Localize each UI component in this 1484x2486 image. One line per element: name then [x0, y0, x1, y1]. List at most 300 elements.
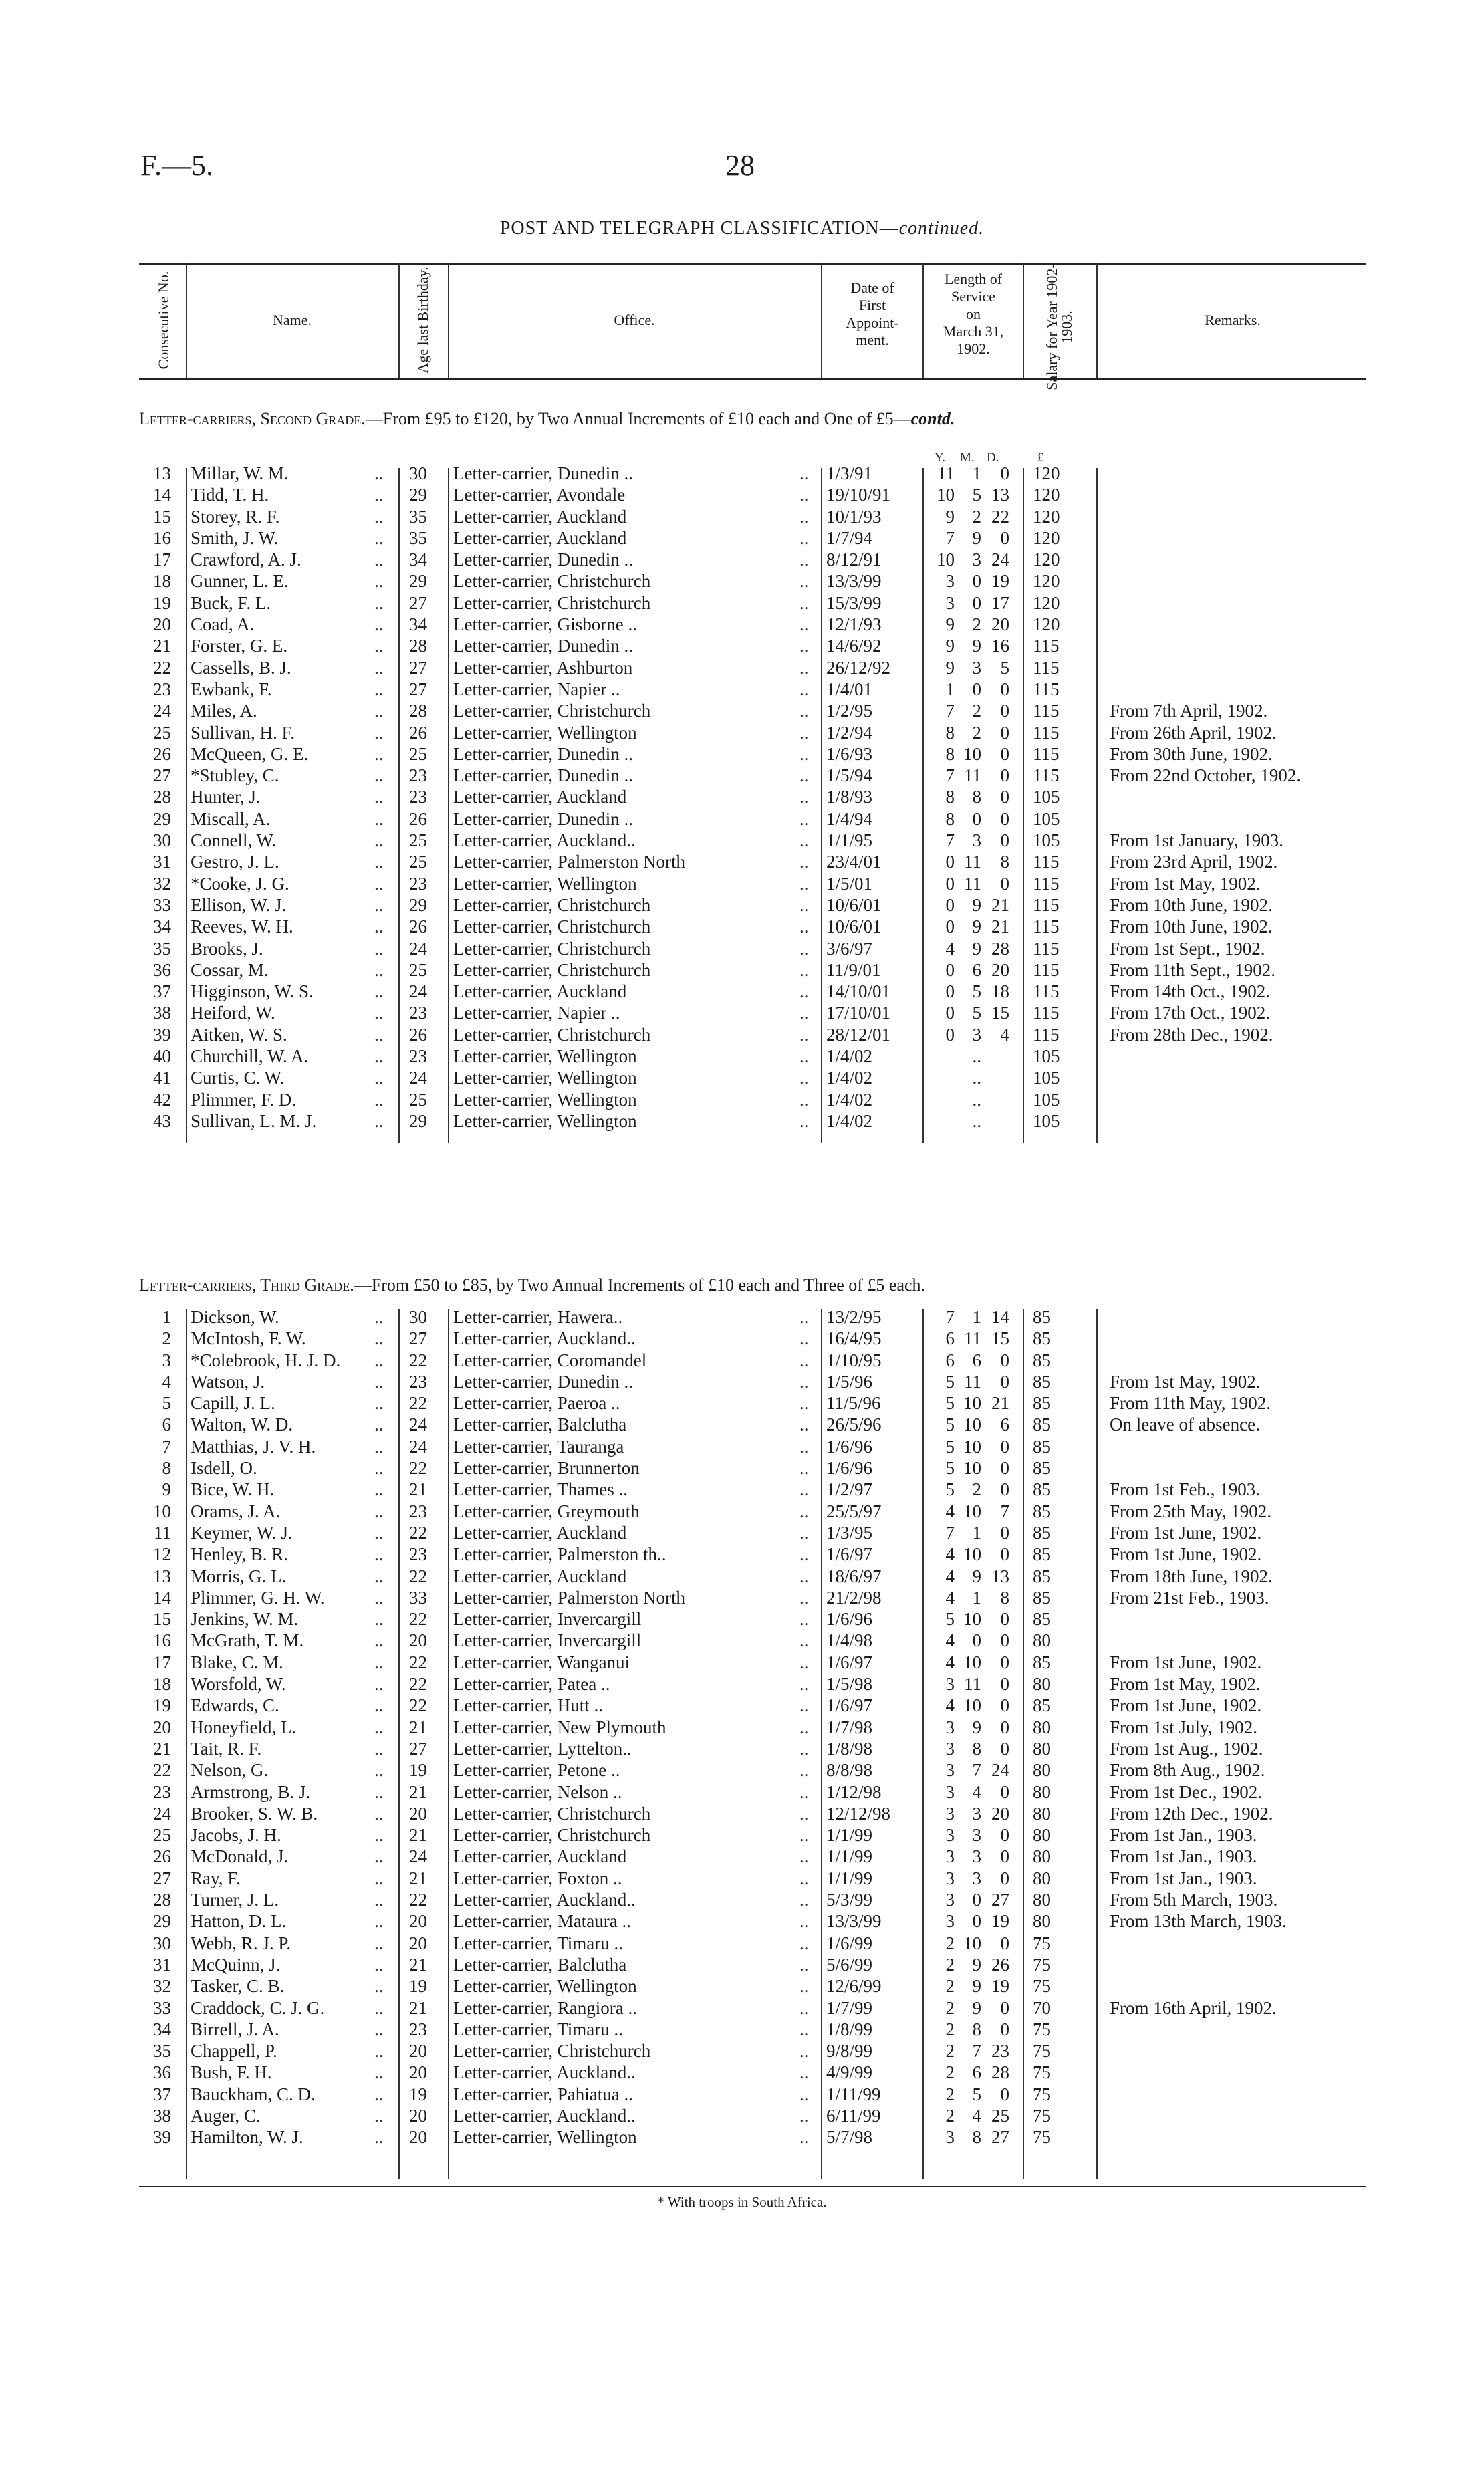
- col-header-date-line: ment.: [856, 332, 889, 348]
- row-months: 10: [963, 1609, 981, 1630]
- table-row: [0, 1067, 1484, 1088]
- row-salary: 115: [1033, 722, 1060, 743]
- row-months: 10: [963, 1544, 981, 1565]
- row-days: 0: [1000, 1674, 1009, 1695]
- leader-dots: ..: [374, 938, 384, 959]
- row-number: 29: [153, 1911, 171, 1932]
- row-name: Watson, J.: [191, 1371, 265, 1392]
- row-number: 35: [153, 938, 171, 959]
- row-years: 3: [945, 1738, 955, 1759]
- row-years: 5: [945, 1414, 955, 1435]
- row-remark: From 7th April, 1902.: [1110, 701, 1268, 721]
- table-row: [0, 1954, 1484, 1975]
- row-office: Letter-carrier, Christchurch: [453, 592, 651, 613]
- col-header-date: [822, 279, 922, 349]
- row-salary: 80: [1033, 1717, 1051, 1737]
- row-months: 11: [964, 852, 981, 872]
- row-office: Letter-carrier, Avondale: [453, 485, 626, 505]
- row-days: 0: [1000, 1846, 1009, 1867]
- row-name: Heiford, W.: [191, 1003, 275, 1023]
- row-number: 4: [162, 1371, 171, 1392]
- row-office: Letter-carrier, Auckland: [453, 787, 627, 807]
- row-name: Nelson, G.: [191, 1760, 269, 1781]
- row-number: 8: [162, 1458, 171, 1479]
- row-age: 27: [409, 1328, 427, 1349]
- row-years: 10: [937, 549, 955, 570]
- row-office: Letter-carrier, Christchurch: [453, 938, 651, 959]
- leader-dots: ..: [799, 1393, 809, 1414]
- row-days: 24: [991, 549, 1009, 570]
- col-header-length-line: on: [966, 305, 981, 322]
- row-office: Letter-carrier, Napier ..: [453, 1003, 620, 1023]
- leader-dots: ..: [799, 1414, 809, 1435]
- row-age: 22: [409, 1350, 427, 1370]
- row-name: McGrath, T. M.: [191, 1630, 304, 1651]
- row-number: 20: [153, 614, 171, 635]
- row-months: 6: [972, 1350, 981, 1370]
- row-age: 21: [409, 1717, 427, 1737]
- row-days: 0: [1000, 743, 1009, 764]
- row-name: Reeves, W. H.: [191, 916, 293, 937]
- row-remark: From 1st January, 1903.: [1110, 830, 1283, 851]
- row-office: Letter-carrier, Dunedin ..: [453, 743, 633, 764]
- row-name: Cassells, B. J.: [191, 657, 291, 678]
- row-name: Birrell, J. A.: [191, 2019, 279, 2039]
- row-age: 24: [409, 1846, 427, 1867]
- row-number: 30: [153, 1933, 171, 1953]
- title-suffix: continued.: [898, 218, 985, 239]
- table-row: [0, 981, 1484, 1002]
- row-number: 13: [153, 463, 171, 483]
- row-months: 0: [972, 1911, 981, 1932]
- row-date: 13/3/99: [826, 1911, 882, 1932]
- row-office: Letter-carrier, Dunedin ..: [453, 1371, 633, 1392]
- leader-dots: ..: [374, 527, 384, 548]
- row-months: ..: [972, 1089, 981, 1110]
- leader-dots: ..: [799, 2127, 809, 2148]
- row-months: 0: [972, 1890, 981, 1910]
- row-months: 4: [972, 1781, 981, 1802]
- row-salary: 75: [1033, 2019, 1051, 2039]
- row-years: 5: [945, 1458, 955, 1479]
- row-age: 27: [409, 657, 427, 678]
- row-office: Letter-carrier, Wellington: [453, 1089, 637, 1110]
- table-row: [0, 1306, 1484, 1328]
- row-date: 1/3/95: [826, 1522, 873, 1543]
- table-row: [0, 1975, 1484, 1997]
- row-age: 23: [409, 787, 427, 807]
- row-salary: 80: [1033, 1890, 1051, 1910]
- row-months: 0: [972, 1630, 981, 1651]
- row-days: 21: [991, 1393, 1009, 1414]
- leader-dots: ..: [799, 1652, 809, 1672]
- leader-dots: ..: [374, 1307, 384, 1327]
- row-years: 9: [945, 506, 955, 527]
- row-number: 36: [153, 959, 171, 980]
- row-office: Letter-carrier, Wellington: [453, 1110, 637, 1131]
- leader-dots: ..: [374, 981, 384, 1002]
- row-years: 6: [945, 1328, 955, 1349]
- leader-dots: ..: [799, 701, 809, 721]
- row-number: 19: [153, 592, 171, 613]
- row-salary: 80: [1033, 1630, 1051, 1651]
- row-age: 34: [409, 614, 427, 635]
- row-remark: From 13th March, 1903.: [1110, 1911, 1287, 1932]
- row-office: Letter-carrier, Palmerston th..: [453, 1544, 666, 1565]
- leader-dots: ..: [799, 1609, 809, 1630]
- row-number: 43: [153, 1110, 171, 1131]
- row-number: 16: [153, 527, 171, 548]
- row-age: 22: [409, 1609, 427, 1630]
- leader-dots: ..: [374, 1760, 384, 1781]
- row-salary: 115: [1033, 894, 1060, 915]
- row-remark: From 11th May, 1902.: [1110, 1393, 1271, 1414]
- row-salary: 120: [1033, 571, 1060, 592]
- leader-dots: ..: [799, 1544, 809, 1565]
- row-number: 21: [153, 636, 171, 656]
- row-number: 24: [153, 701, 171, 721]
- row-months: 10: [963, 1436, 981, 1457]
- row-years: 3: [945, 1846, 955, 1867]
- row-age: 22: [409, 1695, 427, 1716]
- row-months: 6: [972, 959, 981, 980]
- row-remark: From 1st July, 1902.: [1110, 1717, 1258, 1737]
- row-number: 13: [153, 1566, 171, 1586]
- row-name: Brooks, J.: [191, 938, 263, 959]
- row-age: 25: [409, 830, 427, 851]
- col-header-length: [924, 271, 1023, 358]
- row-days: 0: [1000, 678, 1009, 699]
- leader-dots: ..: [374, 485, 384, 505]
- row-age: 20: [409, 2062, 427, 2083]
- leader-dots: ..: [374, 743, 384, 764]
- row-age: 30: [409, 463, 427, 483]
- row-date: 1/4/98: [826, 1630, 873, 1651]
- leader-dots: ..: [799, 722, 809, 743]
- row-days: 0: [1000, 1371, 1009, 1392]
- col-header-consecutive: Consecutive No.: [155, 271, 172, 370]
- row-number: 12: [153, 1544, 171, 1565]
- leader-dots: ..: [374, 916, 384, 937]
- row-months: 9: [972, 1566, 981, 1586]
- col-header-office: Office.: [614, 312, 655, 328]
- row-days: 13: [991, 1566, 1009, 1586]
- table-row: [0, 743, 1484, 765]
- row-months: 5: [972, 2084, 981, 2104]
- row-office: Letter-carrier, Christchurch: [453, 1024, 651, 1045]
- row-number: 31: [153, 852, 171, 872]
- row-name: Plimmer, G. H. W.: [191, 1587, 325, 1608]
- table-row: [0, 1501, 1484, 1522]
- row-salary: 85: [1033, 1371, 1051, 1392]
- leader-dots: ..: [799, 549, 809, 570]
- row-months: 9: [972, 916, 981, 937]
- row-name: Bice, W. H.: [191, 1479, 275, 1500]
- table-row: [0, 830, 1484, 851]
- row-number: 11: [154, 1522, 171, 1543]
- row-date: 14/6/92: [826, 636, 882, 656]
- leader-dots: ..: [374, 852, 384, 872]
- row-age: 24: [409, 1068, 427, 1088]
- leader-dots: ..: [799, 2105, 809, 2126]
- row-name: Tasker, C. B.: [191, 1976, 285, 1997]
- row-remark: From 18th June, 1902.: [1110, 1566, 1273, 1586]
- row-days: 0: [1000, 701, 1009, 721]
- col-header-length-line: March 31,: [943, 323, 1004, 340]
- row-months: 10: [963, 743, 981, 764]
- row-date: 1/5/98: [826, 1674, 873, 1695]
- row-salary: 80: [1033, 1781, 1051, 1802]
- row-number: 28: [153, 1890, 171, 1910]
- row-days: 25: [991, 2105, 1009, 2126]
- table-row: [0, 786, 1484, 807]
- row-years: 3: [945, 1674, 955, 1695]
- row-age: 24: [409, 1414, 427, 1435]
- row-salary: 75: [1033, 1954, 1051, 1975]
- row-number: 32: [153, 873, 171, 894]
- row-days: 0: [1000, 1458, 1009, 1479]
- row-number: 15: [153, 1609, 171, 1630]
- row-age: 23: [409, 1371, 427, 1392]
- row-months: 0: [972, 678, 981, 699]
- table-row: [0, 1868, 1484, 1889]
- row-name: Smith, J. W.: [191, 527, 279, 548]
- header-divider: [186, 263, 187, 378]
- leader-dots: ..: [799, 485, 809, 505]
- leader-dots: ..: [799, 1825, 809, 1846]
- row-name: Storey, R. F.: [191, 506, 280, 527]
- leader-dots: ..: [799, 981, 809, 1002]
- row-years: 11: [937, 463, 955, 483]
- table-row: [0, 1803, 1484, 1824]
- leader-dots: ..: [374, 1024, 384, 1045]
- row-salary: 105: [1033, 1068, 1060, 1088]
- row-salary: 75: [1033, 2105, 1051, 2126]
- col-header-length-line: 1902.: [957, 340, 990, 357]
- table-row: [0, 1436, 1484, 1457]
- row-years: 0: [945, 852, 955, 872]
- row-months: 8: [972, 787, 981, 807]
- row-date: 1/2/94: [826, 722, 873, 743]
- row-office: Letter-carrier, Paeroa ..: [453, 1393, 620, 1414]
- table-row: [0, 1738, 1484, 1759]
- row-years: 3: [945, 2127, 955, 2148]
- row-date: 17/10/01: [826, 1003, 891, 1023]
- row-days: 0: [1000, 1652, 1009, 1672]
- row-number: 14: [153, 1587, 171, 1608]
- row-months: 3: [972, 1846, 981, 1867]
- row-office: Letter-carrier, Greymouth: [453, 1501, 640, 1521]
- row-months: 6: [972, 2062, 981, 2083]
- table-row: [0, 1630, 1484, 1651]
- leader-dots: ..: [799, 808, 809, 829]
- header-divider: [448, 263, 449, 378]
- row-date: 10/6/01: [826, 894, 882, 915]
- row-date: 1/5/96: [826, 1371, 873, 1392]
- leader-dots: ..: [374, 1046, 384, 1067]
- row-age: 23: [409, 1544, 427, 1565]
- row-days: 6: [1000, 1414, 1009, 1435]
- row-office: Letter-carrier, Dunedin ..: [453, 549, 633, 570]
- row-office: Letter-carrier, Patea ..: [453, 1674, 610, 1695]
- row-days: 0: [1000, 1544, 1009, 1565]
- row-office: Letter-carrier, Dunedin ..: [453, 765, 633, 786]
- row-number: 10: [153, 1501, 171, 1521]
- row-salary: 105: [1033, 1089, 1060, 1110]
- row-office: Letter-carrier, Wellington: [453, 873, 637, 894]
- table-row: [0, 1350, 1484, 1371]
- row-months: 9: [972, 1976, 981, 1997]
- leader-dots: ..: [374, 463, 384, 483]
- leader-dots: ..: [799, 916, 809, 937]
- row-years: 3: [945, 1911, 955, 1932]
- leader-dots: ..: [374, 614, 384, 635]
- row-date: 1/6/93: [826, 743, 873, 764]
- col-header-length-line: Service: [951, 288, 995, 305]
- row-years: 3: [945, 1760, 955, 1781]
- leader-dots: ..: [799, 592, 809, 613]
- row-years: 7: [945, 830, 955, 851]
- row-years: 7: [945, 765, 955, 786]
- row-office: Letter-carrier, Christchurch: [453, 894, 651, 915]
- row-name: Auger, C.: [191, 2105, 261, 2126]
- row-date: 5/3/99: [826, 1890, 873, 1910]
- row-days: 4: [1000, 1024, 1009, 1045]
- row-age: 21: [409, 1954, 427, 1975]
- leader-dots: ..: [799, 1089, 809, 1110]
- row-years: 0: [945, 873, 955, 894]
- row-name: Ellison, W. J.: [191, 894, 287, 915]
- row-salary: 80: [1033, 1911, 1051, 1932]
- row-office: Letter-carrier, Tauranga: [453, 1436, 624, 1457]
- row-months: 5: [972, 1003, 981, 1023]
- table-row: [0, 635, 1484, 656]
- row-days: 21: [991, 916, 1009, 937]
- row-number: 22: [153, 1760, 171, 1781]
- row-salary: 80: [1033, 1760, 1051, 1781]
- row-number: 25: [153, 722, 171, 743]
- row-date: 1/4/02: [826, 1110, 873, 1131]
- row-number: 1: [162, 1307, 171, 1327]
- leader-dots: ..: [799, 1479, 809, 1500]
- row-date: 18/6/97: [826, 1566, 882, 1586]
- leader-dots: ..: [374, 1393, 384, 1414]
- leader-dots: ..: [799, 1371, 809, 1392]
- row-years: 9: [945, 657, 955, 678]
- row-name: Armstrong, B. J.: [191, 1781, 311, 1802]
- months-unit: M.: [960, 451, 975, 465]
- leader-dots: ..: [374, 2019, 384, 2039]
- row-name: Ray, F.: [191, 1868, 241, 1888]
- table-row: [0, 894, 1484, 916]
- row-months: 0: [972, 592, 981, 613]
- row-years: 7: [945, 1522, 955, 1543]
- row-date: 1/6/96: [826, 1436, 873, 1457]
- row-number: 39: [153, 2127, 171, 2148]
- row-days: 28: [991, 2062, 1009, 2083]
- row-name: Dickson, W.: [191, 1307, 279, 1327]
- leader-dots: ..: [374, 1068, 384, 1088]
- row-name: Ewbank, F.: [191, 678, 272, 699]
- row-years: 9: [945, 636, 955, 656]
- row-date: 1/4/02: [826, 1089, 873, 1110]
- row-age: 20: [409, 1630, 427, 1651]
- row-years: 8: [945, 787, 955, 807]
- row-months: 3: [972, 549, 981, 570]
- row-years: 2: [945, 1997, 955, 2018]
- leader-dots: ..: [799, 1738, 809, 1759]
- leader-dots: ..: [374, 1371, 384, 1392]
- section-heading-text: —From £50 to £85, by Two Annual Increments of £10 each and Three of £5 each.: [354, 1275, 926, 1295]
- table-row: [0, 1933, 1484, 1954]
- row-salary: 75: [1033, 2084, 1051, 2104]
- row-date: 26/5/96: [826, 1414, 882, 1435]
- leader-dots: ..: [799, 1566, 809, 1586]
- row-date: 1/7/98: [826, 1717, 873, 1737]
- row-office: Letter-carrier, Christchurch: [453, 916, 651, 937]
- row-name: Edwards, C.: [191, 1695, 279, 1716]
- row-name: Miscall, A.: [191, 808, 271, 829]
- row-salary: 115: [1033, 1024, 1060, 1045]
- row-office: Letter-carrier, Invercargill: [453, 1609, 642, 1630]
- row-name: Tait, R. F.: [191, 1738, 262, 1759]
- leader-dots: ..: [374, 1738, 384, 1759]
- row-salary: 120: [1033, 592, 1060, 613]
- row-number: 16: [153, 1630, 171, 1651]
- row-number: 17: [153, 1652, 171, 1672]
- leader-dots: ..: [374, 506, 384, 527]
- row-days: 0: [1000, 1630, 1009, 1651]
- row-office: Letter-carrier, Wellington: [453, 1976, 637, 1997]
- row-days: 27: [991, 1890, 1009, 1910]
- row-salary: 105: [1033, 787, 1060, 807]
- row-name: Cossar, M.: [191, 959, 269, 980]
- table-row: [0, 1479, 1484, 1500]
- row-age: 22: [409, 1458, 427, 1479]
- row-salary: 115: [1033, 765, 1060, 786]
- row-office: Letter-carrier, Balclutha: [453, 1414, 627, 1435]
- row-salary: 85: [1033, 1328, 1051, 1349]
- row-age: 22: [409, 1522, 427, 1543]
- row-salary: 85: [1033, 1479, 1051, 1500]
- col-header-date-line: Date of: [850, 279, 894, 296]
- row-salary: 85: [1033, 1307, 1051, 1327]
- leader-dots: ..: [374, 657, 384, 678]
- row-days: 0: [1000, 787, 1009, 807]
- row-name: McQuinn, J.: [191, 1954, 281, 1975]
- row-days: 23: [991, 2041, 1009, 2062]
- row-months: 10: [963, 1695, 981, 1716]
- row-date: 1/8/99: [826, 2019, 873, 2039]
- row-days: 0: [1000, 722, 1009, 743]
- row-years: 10: [937, 485, 955, 505]
- row-months: 2: [972, 614, 981, 635]
- leader-dots: ..: [799, 1587, 809, 1608]
- row-number: 34: [153, 916, 171, 937]
- row-remark: From 23rd April, 1902.: [1110, 852, 1278, 872]
- leader-dots: ..: [374, 636, 384, 656]
- row-number: 27: [153, 1868, 171, 1888]
- leader-dots: ..: [799, 2062, 809, 2083]
- row-date: 19/10/91: [826, 485, 891, 505]
- row-name: Walton, W. D.: [191, 1414, 293, 1435]
- row-number: 25: [153, 1825, 171, 1846]
- row-salary: 85: [1033, 1522, 1051, 1543]
- row-date: 14/10/01: [826, 981, 891, 1002]
- leader-dots: ..: [799, 1522, 809, 1543]
- row-months: 8: [972, 1738, 981, 1759]
- row-date: 1/6/96: [826, 1458, 873, 1479]
